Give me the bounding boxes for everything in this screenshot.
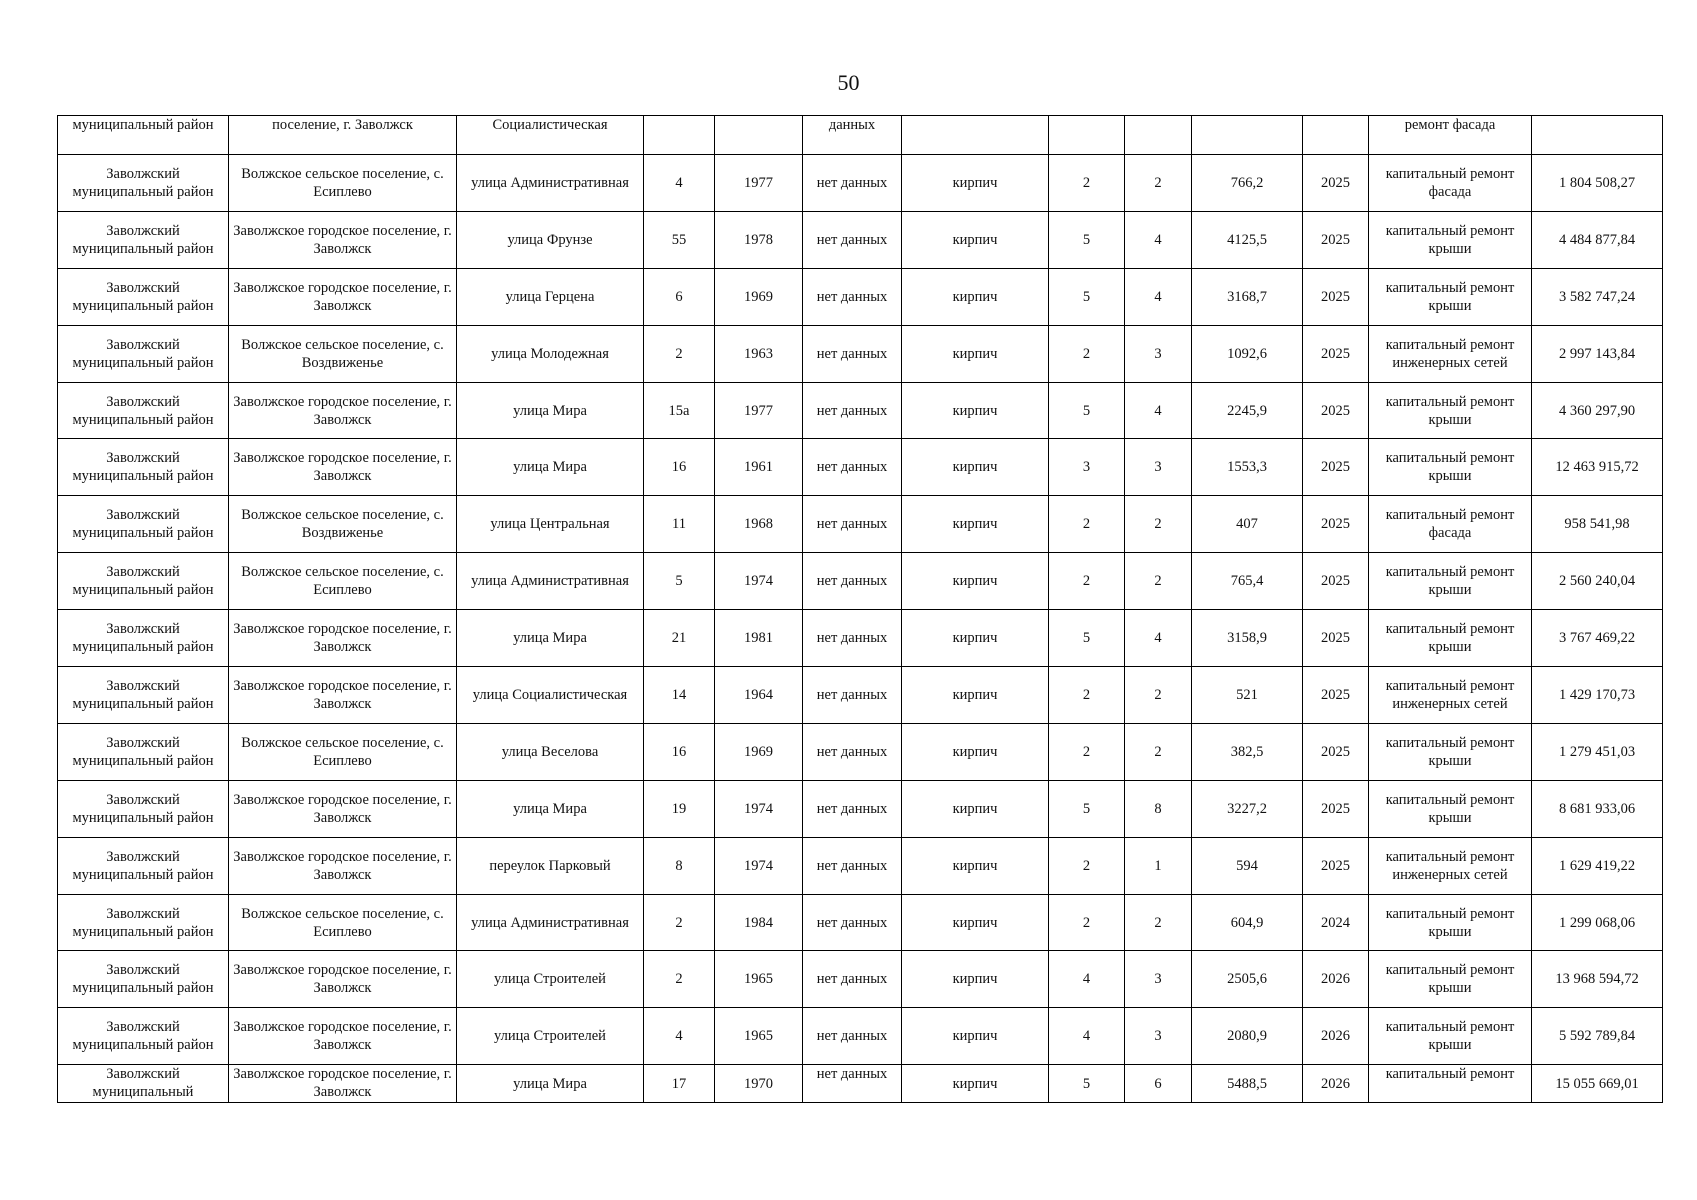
cell-repair-type: капитальный ремонт крыши — [1369, 211, 1532, 268]
cell-repair-type: капитальный ремонт крыши — [1369, 951, 1532, 1008]
cell-floors: 4 — [1049, 951, 1125, 1008]
cell-repair-type: капитальный ремонт инженерных сетей — [1369, 837, 1532, 894]
cell-cost: 3 582 747,24 — [1532, 268, 1663, 325]
cell-cost: 1 629 419,22 — [1532, 837, 1663, 894]
cell-build-year: 1977 — [715, 155, 803, 212]
cell-wall-material: кирпич — [902, 894, 1049, 951]
cell-plan-year: 2025 — [1303, 496, 1369, 553]
cell-district: Заволжский муниципальный район — [58, 211, 229, 268]
cell-repair-type: капитальный ремонт крыши — [1369, 268, 1532, 325]
cell-area: 2080,9 — [1192, 1008, 1303, 1065]
cell-repair-type: капитальный ремонт крыши — [1369, 894, 1532, 951]
cell-settlement: Заволжское городское поселение, г. Заволжск — [229, 382, 457, 439]
cell-settlement: Заволжское городское поселение, г. Заволжск — [229, 610, 457, 667]
cell-plan-year: 2025 — [1303, 837, 1369, 894]
cell-data-status: нет данных — [803, 1065, 902, 1103]
cell-settlement: Волжское сельское поселение, с. Есиплево — [229, 553, 457, 610]
cell-district: Заволжский муниципальный район — [58, 1008, 229, 1065]
cell-settlement: Заволжское городское поселение, г. Заволжск — [229, 211, 457, 268]
cell-repair-type: капитальный ремонт инженерных сетей — [1369, 325, 1532, 382]
cell-wall-material: кирпич — [902, 211, 1049, 268]
cell-area: 3227,2 — [1192, 780, 1303, 837]
cell-house-number: 2 — [644, 951, 715, 1008]
cell-floors: 2 — [1049, 496, 1125, 553]
cell-entrances: 3 — [1125, 1008, 1192, 1065]
cell-area: 382,5 — [1192, 723, 1303, 780]
cell-house-number: 21 — [644, 610, 715, 667]
table-row — [58, 1065, 1663, 1103]
cell-build-year: 1984 — [715, 894, 803, 951]
cell-house-number: 55 — [644, 211, 715, 268]
cell-wall-material: кирпич — [902, 837, 1049, 894]
cell-wall-material — [902, 116, 1049, 155]
cell-district: Заволжский муниципальный район — [58, 382, 229, 439]
cell-plan-year: 2025 — [1303, 667, 1369, 724]
cell-repair-type: капитальный ремонт крыши — [1369, 723, 1532, 780]
cell-entrances: 2 — [1125, 496, 1192, 553]
cell-settlement: Волжское сельское поселение, с. Воздвиженье — [229, 496, 457, 553]
cell-entrances: 2 — [1125, 155, 1192, 212]
cell-district: Заволжский муниципальный район — [58, 439, 229, 496]
cell-data-status: нет данных — [803, 325, 902, 382]
cell-district: Заволжский муниципальный район — [58, 268, 229, 325]
cell-wall-material: кирпич — [902, 268, 1049, 325]
cell-district: Заволжский муниципальный район — [58, 496, 229, 553]
cell-entrances: 2 — [1125, 894, 1192, 951]
cell-data-status: нет данных — [803, 439, 902, 496]
cell-settlement: Заволжское городское поселение, г. Заволжск — [229, 667, 457, 724]
cell-wall-material: кирпич — [902, 1065, 1049, 1103]
table-row — [58, 1008, 1663, 1065]
cell-entrances: 4 — [1125, 382, 1192, 439]
cell-entrances — [1125, 116, 1192, 155]
cell-data-status: нет данных — [803, 667, 902, 724]
cell-entrances: 4 — [1125, 610, 1192, 667]
cell-plan-year: 2025 — [1303, 382, 1369, 439]
cell-entrances: 2 — [1125, 723, 1192, 780]
cell-build-year: 1981 — [715, 610, 803, 667]
cell-build-year: 1974 — [715, 553, 803, 610]
cell-repair-type: капитальный ремонт фасада — [1369, 155, 1532, 212]
cell-street: улица Герцена — [457, 268, 644, 325]
table-row — [58, 325, 1663, 382]
cell-data-status: нет данных — [803, 211, 902, 268]
cell-street: переулок Парковый — [457, 837, 644, 894]
cell-street: улица Центральная — [457, 496, 644, 553]
cell-street: улица Мира — [457, 780, 644, 837]
cell-cost — [1532, 116, 1663, 155]
cell-data-status: нет данных — [803, 780, 902, 837]
cell-house-number: 14 — [644, 667, 715, 724]
cell-street: улица Мира — [457, 1065, 644, 1103]
cell-entrances: 6 — [1125, 1065, 1192, 1103]
cell-wall-material: кирпич — [902, 610, 1049, 667]
cell-settlement: Заволжское городское поселение, г. Заволжск — [229, 1065, 457, 1103]
cell-house-number: 6 — [644, 268, 715, 325]
cell-data-status: нет данных — [803, 1008, 902, 1065]
cell-repair-type: капитальный ремонт крыши — [1369, 1008, 1532, 1065]
cell-area: 2245,9 — [1192, 382, 1303, 439]
cell-build-year: 1977 — [715, 382, 803, 439]
cell-street: улица Молодежная — [457, 325, 644, 382]
cell-area: 521 — [1192, 667, 1303, 724]
cell-entrances: 8 — [1125, 780, 1192, 837]
cell-district: Заволжский муниципальный район — [58, 610, 229, 667]
cell-street: улица Мира — [457, 382, 644, 439]
cell-area: 604,9 — [1192, 894, 1303, 951]
table-row — [58, 951, 1663, 1008]
cell-area: 1553,3 — [1192, 439, 1303, 496]
cell-entrances: 2 — [1125, 667, 1192, 724]
cell-wall-material: кирпич — [902, 496, 1049, 553]
cell-floors: 2 — [1049, 667, 1125, 724]
cell-house-number: 17 — [644, 1065, 715, 1103]
cell-street: улица Строителей — [457, 1008, 644, 1065]
cell-entrances: 1 — [1125, 837, 1192, 894]
cell-data-status: нет данных — [803, 837, 902, 894]
cell-wall-material: кирпич — [902, 439, 1049, 496]
cell-area: 3158,9 — [1192, 610, 1303, 667]
table-row — [58, 439, 1663, 496]
cell-repair-type: капитальный ремонт крыши — [1369, 780, 1532, 837]
cell-plan-year: 2025 — [1303, 325, 1369, 382]
cell-cost: 12 463 915,72 — [1532, 439, 1663, 496]
cell-plan-year: 2026 — [1303, 1065, 1369, 1103]
cell-district: Заволжский муниципальный район — [58, 837, 229, 894]
cell-plan-year: 2025 — [1303, 723, 1369, 780]
cell-house-number: 4 — [644, 1008, 715, 1065]
cell-build-year: 1974 — [715, 780, 803, 837]
cell-cost: 2 560 240,04 — [1532, 553, 1663, 610]
table-row — [58, 496, 1663, 553]
cell-build-year: 1964 — [715, 667, 803, 724]
cell-street: улица Мира — [457, 610, 644, 667]
cell-cost: 1 429 170,73 — [1532, 667, 1663, 724]
cell-data-status: нет данных — [803, 382, 902, 439]
cell-house-number: 16 — [644, 439, 715, 496]
table-row — [58, 837, 1663, 894]
cell-repair-type: капитальный ремонт крыши — [1369, 610, 1532, 667]
cell-house-number: 8 — [644, 837, 715, 894]
cell-house-number: 4 — [644, 155, 715, 212]
cell-plan-year: 2026 — [1303, 1008, 1369, 1065]
cell-street: улица Фрунзе — [457, 211, 644, 268]
cell-floors: 5 — [1049, 610, 1125, 667]
cell-district: Заволжский муниципальный район — [58, 155, 229, 212]
cell-district: Заволжский муниципальный район — [58, 667, 229, 724]
table-row — [58, 553, 1663, 610]
cell-area: 765,4 — [1192, 553, 1303, 610]
cell-cost: 1 804 508,27 — [1532, 155, 1663, 212]
cell-cost: 5 592 789,84 — [1532, 1008, 1663, 1065]
table-row — [58, 610, 1663, 667]
cell-entrances: 3 — [1125, 439, 1192, 496]
cell-cost: 8 681 933,06 — [1532, 780, 1663, 837]
cell-build-year: 1965 — [715, 951, 803, 1008]
cell-floors: 5 — [1049, 780, 1125, 837]
cell-street: улица Мира — [457, 439, 644, 496]
cell-area: 407 — [1192, 496, 1303, 553]
cell-plan-year: 2024 — [1303, 894, 1369, 951]
cell-district: Заволжский муниципальный район — [58, 325, 229, 382]
cell-build-year: 1969 — [715, 268, 803, 325]
cell-area: 5488,5 — [1192, 1065, 1303, 1103]
cell-data-status: нет данных — [803, 155, 902, 212]
cell-floors: 3 — [1049, 439, 1125, 496]
cell-settlement: Заволжское городское поселение, г. Заволжск — [229, 951, 457, 1008]
cell-house-number: 15а — [644, 382, 715, 439]
cell-wall-material: кирпич — [902, 951, 1049, 1008]
cell-plan-year: 2025 — [1303, 439, 1369, 496]
cell-floors: 2 — [1049, 553, 1125, 610]
cell-cost: 4 360 297,90 — [1532, 382, 1663, 439]
cell-district: Заволжский муниципальный район — [58, 553, 229, 610]
cell-wall-material: кирпич — [902, 667, 1049, 724]
cell-settlement: Заволжское городское поселение, г. Заволжск — [229, 780, 457, 837]
cell-plan-year: 2025 — [1303, 268, 1369, 325]
cell-district: Заволжский муниципальный — [58, 1065, 229, 1103]
cell-area: 3168,7 — [1192, 268, 1303, 325]
cell-plan-year: 2025 — [1303, 610, 1369, 667]
cell-settlement: Волжское сельское поселение, с. Есиплево — [229, 894, 457, 951]
cell-cost: 13 968 594,72 — [1532, 951, 1663, 1008]
cell-district: Заволжский муниципальный район — [58, 723, 229, 780]
cell-street: улица Строителей — [457, 951, 644, 1008]
cell-cost: 2 997 143,84 — [1532, 325, 1663, 382]
table-row — [58, 780, 1663, 837]
cell-repair-type: капитальный ремонт инженерных сетей — [1369, 667, 1532, 724]
cell-data-status: нет данных — [803, 610, 902, 667]
cell-settlement: Волжское сельское поселение, с. Есиплево — [229, 155, 457, 212]
cell-settlement: Заволжское городское поселение, г. Заволжск — [229, 837, 457, 894]
cell-repair-type: ремонт фасада — [1369, 116, 1532, 155]
cell-data-status: нет данных — [803, 496, 902, 553]
cell-settlement: Заволжское городское поселение, г. Заволжск — [229, 1008, 457, 1065]
cell-house-number: 2 — [644, 894, 715, 951]
cell-build-year: 1961 — [715, 439, 803, 496]
cell-district: муниципальный район — [58, 116, 229, 155]
cell-wall-material: кирпич — [902, 1008, 1049, 1065]
cell-area: 2505,6 — [1192, 951, 1303, 1008]
cell-plan-year: 2025 — [1303, 211, 1369, 268]
cell-street: Социалистическая — [457, 116, 644, 155]
cell-wall-material: кирпич — [902, 780, 1049, 837]
table-row — [58, 155, 1663, 212]
cell-house-number: 2 — [644, 325, 715, 382]
table-row — [58, 894, 1663, 951]
cell-repair-type: капитальный ремонт крыши — [1369, 439, 1532, 496]
cell-settlement: Заволжское городское поселение, г. Заволжск — [229, 439, 457, 496]
cell-data-status: нет данных — [803, 553, 902, 610]
housing-repair-table — [57, 115, 1663, 1103]
cell-entrances: 2 — [1125, 553, 1192, 610]
cell-cost: 3 767 469,22 — [1532, 610, 1663, 667]
cell-floors: 2 — [1049, 894, 1125, 951]
cell-entrances: 4 — [1125, 211, 1192, 268]
cell-street: улица Административная — [457, 894, 644, 951]
table-row — [58, 667, 1663, 724]
cell-plan-year: 2025 — [1303, 780, 1369, 837]
cell-floors: 4 — [1049, 1008, 1125, 1065]
cell-floors — [1049, 116, 1125, 155]
cell-house-number: 11 — [644, 496, 715, 553]
cell-build-year: 1978 — [715, 211, 803, 268]
cell-plan-year: 2026 — [1303, 951, 1369, 1008]
cell-build-year — [715, 116, 803, 155]
cell-floors: 2 — [1049, 155, 1125, 212]
cell-wall-material: кирпич — [902, 382, 1049, 439]
cell-floors: 2 — [1049, 837, 1125, 894]
cell-wall-material: кирпич — [902, 723, 1049, 780]
cell-district: Заволжский муниципальный район — [58, 951, 229, 1008]
cell-build-year: 1968 — [715, 496, 803, 553]
cell-data-status: нет данных — [803, 951, 902, 1008]
cell-floors: 2 — [1049, 723, 1125, 780]
table-row — [58, 268, 1663, 325]
cell-street: улица Административная — [457, 553, 644, 610]
cell-wall-material: кирпич — [902, 155, 1049, 212]
cell-repair-type: капитальный ремонт — [1369, 1065, 1532, 1103]
cell-house-number: 16 — [644, 723, 715, 780]
cell-area: 4125,5 — [1192, 211, 1303, 268]
cell-settlement: Волжское сельское поселение, с. Воздвиженье — [229, 325, 457, 382]
cell-house-number — [644, 116, 715, 155]
cell-street: улица Веселова — [457, 723, 644, 780]
cell-build-year: 1974 — [715, 837, 803, 894]
cell-settlement: Волжское сельское поселение, с. Есиплево — [229, 723, 457, 780]
cell-settlement: Заволжское городское поселение, г. Заволжск — [229, 268, 457, 325]
cell-house-number: 5 — [644, 553, 715, 610]
cell-house-number: 19 — [644, 780, 715, 837]
cell-data-status: нет данных — [803, 723, 902, 780]
cell-cost: 1 299 068,06 — [1532, 894, 1663, 951]
cell-street: улица Административная — [457, 155, 644, 212]
table-row — [58, 211, 1663, 268]
cell-build-year: 1970 — [715, 1065, 803, 1103]
cell-area: 1092,6 — [1192, 325, 1303, 382]
table-row — [58, 382, 1663, 439]
cell-cost: 1 279 451,03 — [1532, 723, 1663, 780]
table-row — [58, 116, 1663, 155]
cell-build-year: 1963 — [715, 325, 803, 382]
cell-data-status: нет данных — [803, 894, 902, 951]
cell-plan-year: 2025 — [1303, 155, 1369, 212]
cell-floors: 5 — [1049, 1065, 1125, 1103]
cell-entrances: 3 — [1125, 325, 1192, 382]
cell-area: 766,2 — [1192, 155, 1303, 212]
cell-area — [1192, 116, 1303, 155]
cell-wall-material: кирпич — [902, 325, 1049, 382]
cell-settlement: поселение, г. Заволжск — [229, 116, 457, 155]
cell-floors: 5 — [1049, 268, 1125, 325]
cell-district: Заволжский муниципальный район — [58, 780, 229, 837]
cell-entrances: 4 — [1125, 268, 1192, 325]
table-row — [58, 723, 1663, 780]
cell-area: 594 — [1192, 837, 1303, 894]
cell-floors: 5 — [1049, 382, 1125, 439]
cell-entrances: 3 — [1125, 951, 1192, 1008]
cell-street: улица Социалистическая — [457, 667, 644, 724]
cell-district: Заволжский муниципальный район — [58, 894, 229, 951]
cell-cost: 15 055 669,01 — [1532, 1065, 1663, 1103]
cell-plan-year: 2025 — [1303, 553, 1369, 610]
cell-data-status: данных — [803, 116, 902, 155]
cell-repair-type: капитальный ремонт крыши — [1369, 382, 1532, 439]
cell-repair-type: капитальный ремонт фасада — [1369, 496, 1532, 553]
cell-build-year: 1965 — [715, 1008, 803, 1065]
cell-floors: 2 — [1049, 325, 1125, 382]
cell-floors: 5 — [1049, 211, 1125, 268]
cell-data-status: нет данных — [803, 268, 902, 325]
cell-cost: 4 484 877,84 — [1532, 211, 1663, 268]
page-number: 50 — [837, 70, 860, 95]
table-body — [58, 116, 1663, 1103]
cell-build-year: 1969 — [715, 723, 803, 780]
cell-cost: 958 541,98 — [1532, 496, 1663, 553]
cell-wall-material: кирпич — [902, 553, 1049, 610]
cell-repair-type: капитальный ремонт крыши — [1369, 553, 1532, 610]
cell-plan-year — [1303, 116, 1369, 155]
